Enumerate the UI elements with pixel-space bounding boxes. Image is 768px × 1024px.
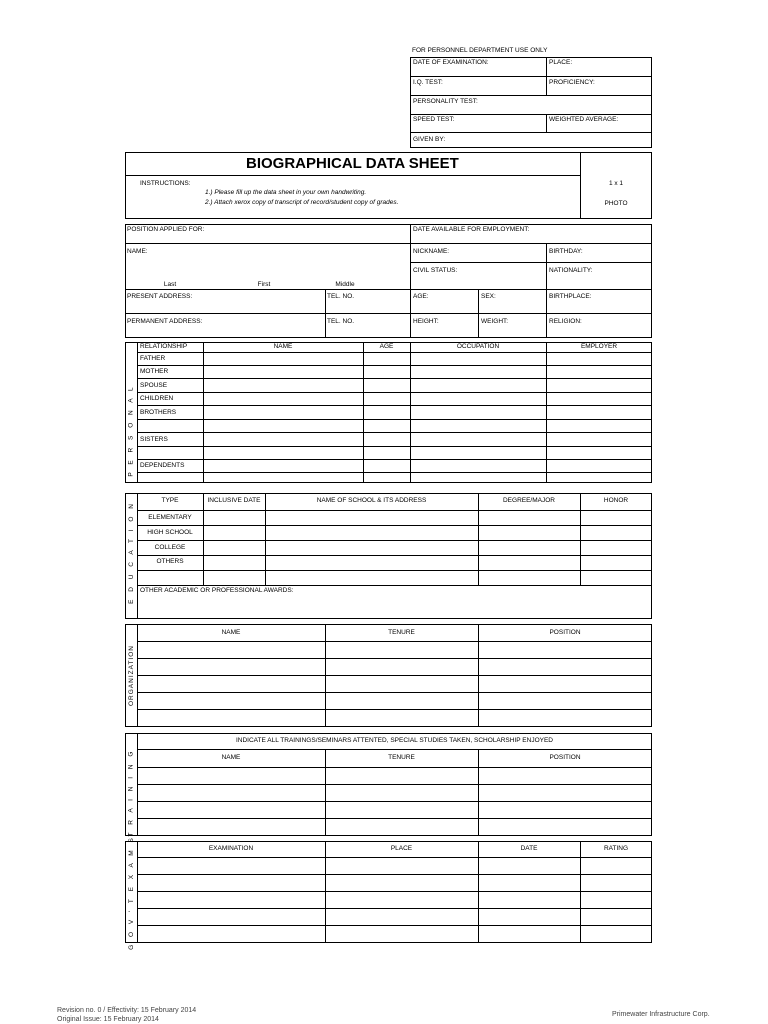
weighted-average-field[interactable]: WEIGHTED AVERAGE: bbox=[549, 116, 619, 123]
organization-header-name: NAME bbox=[221, 629, 241, 636]
relation-sisters: SISTERS bbox=[140, 436, 168, 443]
speed-test-field[interactable]: SPEED TEST: bbox=[413, 116, 455, 123]
personality-test-field[interactable]: PERSONALITY TEST: bbox=[413, 98, 478, 105]
other-awards-field[interactable]: OTHER ACADEMIC OR PROFESSIONAL AWARDS: bbox=[140, 587, 294, 594]
training-header-position: POSITION bbox=[549, 754, 581, 761]
exams-header-date: DATE bbox=[520, 845, 538, 852]
exams-header-examination: EXAMINATION bbox=[208, 845, 254, 852]
nationality-field[interactable]: NATIONALITY: bbox=[549, 267, 593, 274]
personal-header-age: AGE bbox=[379, 343, 394, 350]
govt-exams-side-label: G O V ' T E X A M S bbox=[127, 834, 135, 950]
permanent-address-field[interactable]: PERMANENT ADDRESS: bbox=[127, 318, 203, 325]
personnel-heading: FOR PERSONNEL DEPARTMENT USE ONLY bbox=[412, 47, 548, 54]
relation-spouse: SPOUSE bbox=[140, 382, 168, 389]
relation-father: FATHER bbox=[140, 355, 166, 362]
age-field[interactable]: AGE: bbox=[413, 293, 429, 300]
relation-dependents: DEPENDENTS bbox=[140, 462, 185, 469]
height-field[interactable]: HEIGHT: bbox=[413, 318, 439, 325]
original-issue-note: Original Issue: 15 February 2014 bbox=[57, 1016, 159, 1023]
education-section bbox=[125, 493, 652, 619]
personal-section bbox=[125, 342, 652, 483]
civil-status-field[interactable]: CIVIL STATUS: bbox=[413, 267, 458, 274]
education-high-school: HIGH SCHOOL bbox=[147, 529, 193, 536]
weight-field[interactable]: WEIGHT: bbox=[481, 318, 509, 325]
exams-header-place: PLACE bbox=[390, 845, 413, 852]
present-address-field[interactable]: PRESENT ADDRESS: bbox=[127, 293, 193, 300]
birthday-field[interactable]: BIRTHDAY: bbox=[549, 248, 583, 255]
middle-name-caption: Middle bbox=[335, 281, 355, 288]
instruction-1: 1.) Please fill up the data sheet in your own handwriting. bbox=[205, 189, 367, 196]
relation-children: CHILDREN bbox=[140, 395, 174, 402]
personal-header-name: NAME bbox=[273, 343, 293, 350]
training-banner: INDICATE ALL TRAININGS/SEMINARS ATTENTED, SPECIAL STUDIES TAKEN, SCHOLARSHIP ENJOYED bbox=[235, 737, 553, 744]
position-applied-field[interactable]: POSITION APPLIED FOR: bbox=[127, 226, 205, 233]
personal-header-relationship: RELATIONSHIP bbox=[140, 343, 188, 350]
sex-field[interactable]: SEX: bbox=[481, 293, 496, 300]
first-name-caption: First bbox=[257, 281, 271, 288]
relation-brothers: BROTHERS bbox=[140, 409, 177, 416]
personal-side-label: P E R S O N A L bbox=[127, 383, 135, 477]
training-side-label: T R A I N I N G bbox=[127, 748, 135, 837]
exams-header-rating: RATING bbox=[603, 845, 629, 852]
proficiency-field[interactable]: PROFICIENCY: bbox=[549, 79, 595, 86]
education-header-school: NAME OF SCHOOL & ITS ADDRESS bbox=[316, 497, 427, 504]
organization-header-tenure: TENURE bbox=[388, 629, 415, 636]
instruction-2: 2.) Attach xerox copy of transcript of record/student copy of grades. bbox=[205, 199, 399, 206]
date-available-field[interactable]: DATE AVAILABLE FOR EMPLOYMENT: bbox=[413, 226, 530, 233]
education-others: OTHERS bbox=[156, 558, 184, 565]
education-header-honor: HONOR bbox=[603, 497, 629, 504]
personal-header-employer: EMPLOYER bbox=[580, 343, 618, 350]
iq-test-field[interactable]: I.Q. TEST: bbox=[413, 79, 443, 86]
page-title: BIOGRAPHICAL DATA SHEET bbox=[246, 155, 459, 172]
training-header-tenure: TENURE bbox=[388, 754, 415, 761]
education-header-degree: DEGREE/MAJOR bbox=[502, 497, 555, 504]
photo-size: 1 x 1 bbox=[608, 180, 624, 187]
birthplace-field[interactable]: BIRTHPLACE: bbox=[549, 293, 592, 300]
religion-field[interactable]: RELIGION: bbox=[549, 318, 582, 325]
permanent-tel-field[interactable]: TEL. NO. bbox=[327, 318, 355, 325]
education-side-label: E D U C A T I O N bbox=[127, 501, 135, 604]
education-elementary: ELEMENTARY bbox=[148, 514, 192, 521]
photo-label: PHOTO bbox=[604, 200, 628, 207]
education-college: COLLEGE bbox=[154, 544, 186, 551]
revision-note: Revision no. 0 / Effectivity: 15 February 2014 bbox=[57, 1007, 197, 1014]
relation-mother: MOTHER bbox=[140, 368, 169, 375]
date-of-exam-field[interactable]: DATE OF EXAMINATION: bbox=[413, 59, 489, 66]
instructions-label: INSTRUCTIONS: bbox=[140, 180, 191, 187]
education-header-inclusive-date: INCLUSIVE DATE bbox=[207, 497, 261, 504]
last-name-caption: Last bbox=[163, 281, 177, 288]
name-field[interactable]: NAME: bbox=[127, 248, 148, 255]
personal-header-occupation: OCCUPATION bbox=[456, 343, 500, 350]
company-name: Primewater Infrastructure Corp. bbox=[612, 1011, 710, 1018]
organization-side-label: ORGANIZATION bbox=[127, 645, 135, 706]
place-field[interactable]: PLACE: bbox=[549, 59, 573, 66]
education-header-type: TYPE bbox=[161, 497, 179, 504]
training-header-name: NAME bbox=[221, 754, 241, 761]
present-tel-field[interactable]: TEL. NO. bbox=[327, 293, 355, 300]
organization-header-position: POSITION bbox=[549, 629, 581, 636]
given-by-field[interactable]: GIVEN BY: bbox=[413, 136, 446, 143]
nickname-field[interactable]: NICKNAME: bbox=[413, 248, 450, 255]
